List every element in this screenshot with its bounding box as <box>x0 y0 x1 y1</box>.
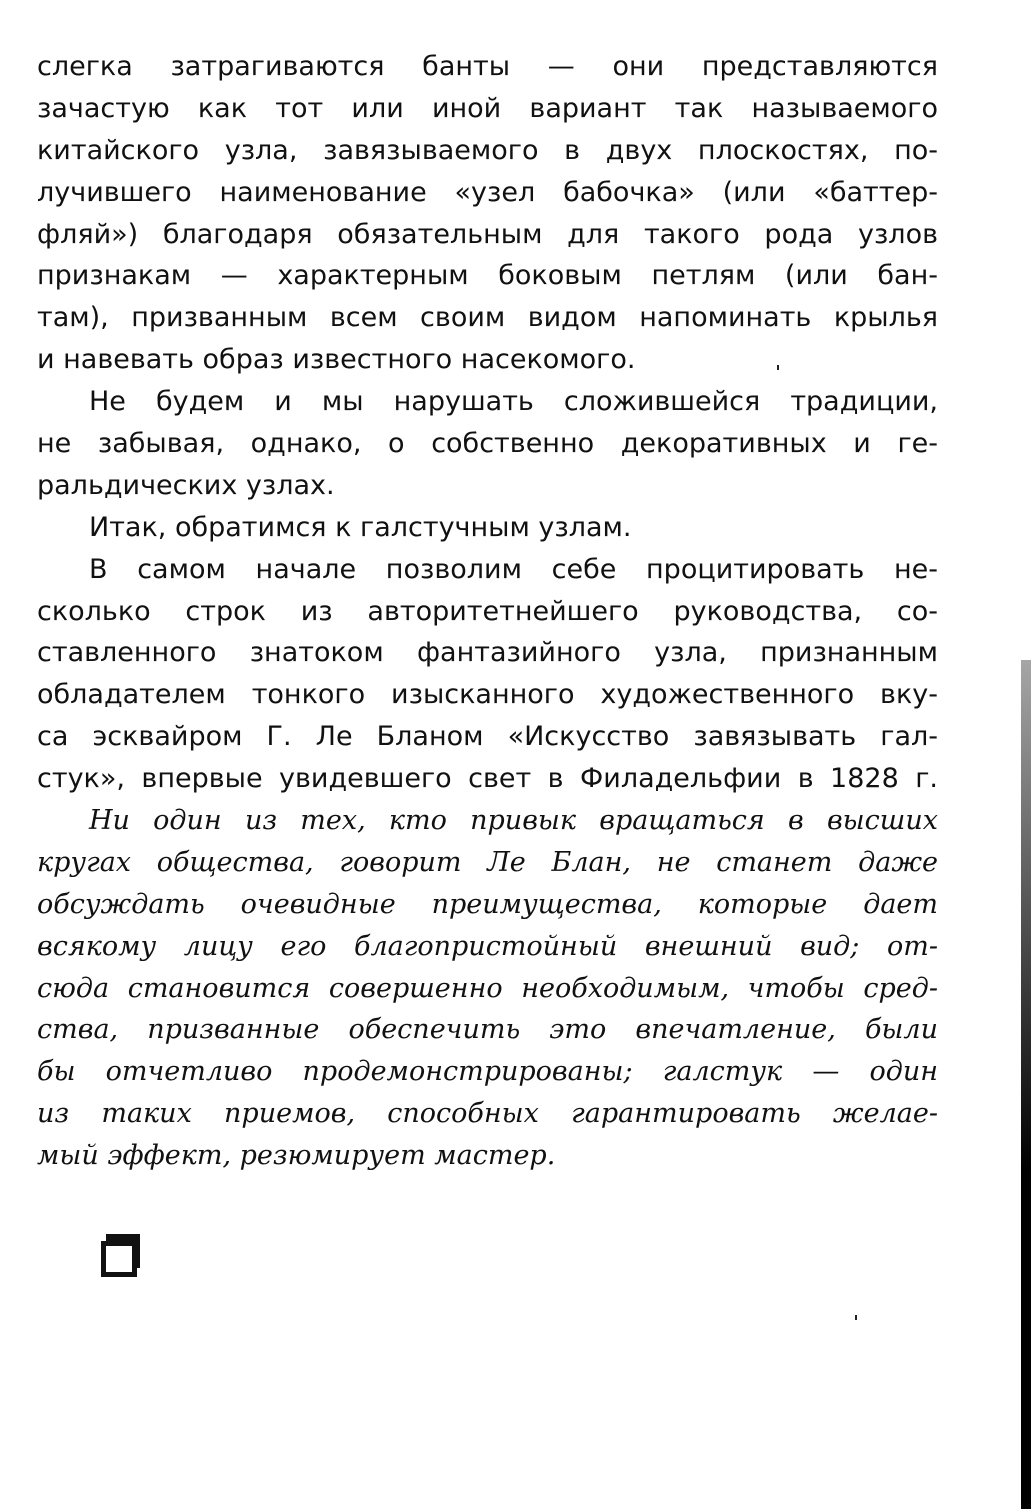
quote-line: кругах общества, говорит Ле Блан, не станет даже <box>37 846 938 878</box>
text-line: В самом начале позволим себе процитировать не- <box>89 553 938 585</box>
paragraph-le-blanc-intro <box>37 549 938 800</box>
text-line: не забывая, однако, о собственно декоративных и ге- <box>37 428 938 460</box>
text-line: лучившего наименование «узел бабочка» (или «баттер- <box>37 176 938 208</box>
quote-le-blanc <box>37 800 938 1177</box>
page-text <box>37 46 938 1177</box>
text-line: сколько строк из авторитетнейшего руководства, со- <box>37 595 938 627</box>
text-line: слегка затрагиваются банты — они представляются <box>37 51 938 82</box>
end-mark-front-square <box>101 1241 137 1277</box>
text-line: обладателем тонкого изысканного художественного вку- <box>37 679 938 711</box>
paragraph-transition <box>37 507 938 549</box>
text-line: там), призванным всем своим видом напоминать крылья <box>37 302 938 334</box>
scan-speck <box>777 365 779 370</box>
paragraph-bows <box>37 46 938 381</box>
quote-line: мый эффект, резюмирует мастер. <box>37 1140 556 1172</box>
quote-line: сюда становится совершенно необходимым, чтобы сред- <box>37 972 938 1004</box>
paragraph-tradition <box>37 381 938 507</box>
text-line: признакам — характерным боковым петлям (или бан- <box>37 260 938 292</box>
scan-speck <box>855 1315 857 1320</box>
end-of-section-square-icon <box>101 1234 141 1276</box>
text-line: китайского узла, завязываемого в двух плоскостях, по- <box>37 134 938 166</box>
scan-edge-shadow <box>1021 660 1031 1509</box>
text-line: и навевать образ известного насекомого. <box>37 344 636 376</box>
text-line: зачастую как тот или иной вариант так называемого <box>37 92 938 124</box>
text-line: ставленного знатоком фантазийного узла, признанным <box>37 637 938 669</box>
quote-line: всякому лицу его благопристойный внешний вид; от- <box>37 930 938 962</box>
text-line: стук», впервые увидевшего свет в Филадельфии в 1828 г. <box>37 763 938 795</box>
quote-line: бы отчетливо продемонстрированы; галстук — один <box>37 1056 938 1088</box>
text-line: фляй») благодаря обязательным для такого рода узлов <box>37 218 938 250</box>
text-line: Итак, обратимся к галстучным узлам. <box>89 511 632 543</box>
quote-line: из таких приемов, способных гарантировать желае- <box>37 1098 938 1130</box>
text-line: Не будем и мы нарушать сложившейся традиции, <box>89 386 938 418</box>
quote-line: обсуждать очевидные преимущества, которые дает <box>37 888 938 920</box>
text-line: ральдических узлах. <box>37 469 335 501</box>
text-line: са эсквайром Г. Ле Бланом «Искусство завязывать гал- <box>37 721 938 753</box>
quote-line: ства, призванные обеспечить это впечатление, были <box>37 1014 938 1046</box>
quote-line: Ни один из тех, кто привык вращаться в высших <box>89 805 938 837</box>
